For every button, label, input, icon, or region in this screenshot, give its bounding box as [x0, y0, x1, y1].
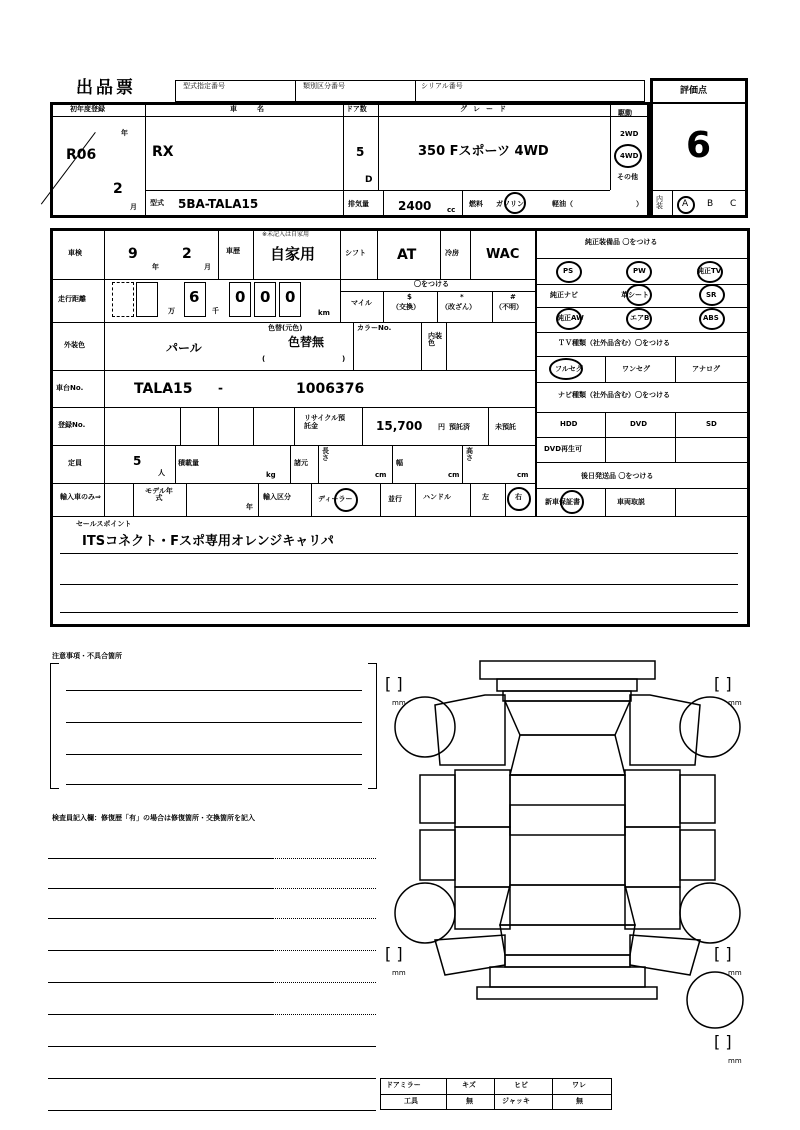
width-label: 幅	[396, 459, 403, 467]
car-name-value: RX	[152, 144, 174, 160]
inspector-label: 検査員記入欄：修復歴「有」の場合は修復箇所・交換箇所を記入	[52, 814, 255, 822]
height-unit: cm	[517, 471, 529, 479]
ac-value: WAC	[486, 247, 520, 262]
mm-bracket-rr: [ ]	[714, 944, 732, 963]
equip-ps-circle	[556, 261, 582, 283]
navi-type-title: ナビ種類（社外品含む）〇をつける	[558, 391, 670, 399]
tv-oneseg: ワンセグ	[622, 365, 650, 373]
chassis-dash: -	[218, 381, 223, 395]
equip-pw-circle	[626, 261, 652, 283]
recycle-amount: 15,700	[376, 419, 423, 433]
mm-label-fr: mm	[728, 699, 742, 707]
km-unit: km	[318, 309, 330, 317]
dims-label: 諸元	[294, 459, 308, 467]
equip-title: 純正装備品 〇をつける	[585, 238, 658, 246]
mm-bracket-spare: [ ]	[714, 1032, 732, 1051]
recycle-yen: 円	[438, 423, 445, 431]
mileage-man: 万	[168, 307, 175, 315]
interior-c: C	[730, 199, 737, 209]
equip-ps: PS	[563, 267, 574, 275]
mileage-digit-1: 0	[235, 288, 246, 306]
equip-tv-circle	[697, 261, 723, 283]
chassis-label: 車台No.	[56, 384, 84, 392]
first-reg-label: 初年度登録	[70, 105, 105, 113]
mm-label-rl: mm	[392, 969, 406, 977]
first-reg-month: 2	[113, 181, 123, 197]
drive-label: 駆動	[618, 109, 632, 117]
exterior-color-value: パール	[166, 341, 202, 355]
interior-color-label: 内装色	[428, 332, 442, 347]
equip-abs-circle	[699, 308, 725, 330]
shaken-label: 車検	[68, 249, 82, 257]
equip-airbag-circle	[626, 308, 652, 330]
mileage-exchange: （交換）	[392, 303, 420, 311]
mm-bracket-rl: [ ]	[385, 944, 403, 963]
month-kanji: 月	[130, 203, 137, 211]
reg-no-label: 登録No.	[58, 421, 86, 429]
drive-4wd: 4WD	[620, 152, 639, 160]
import-label: 輸入車のみ⇒	[60, 493, 101, 501]
equip-sr: SR	[706, 291, 717, 299]
chassis-model: TALA15	[134, 381, 193, 397]
import-kind-label: 輸入区分	[263, 493, 291, 501]
sales-point-text: ITSコネクト・Fスポ専用オレンジキャリパ	[82, 534, 334, 549]
capacity-label: 定員	[68, 459, 82, 467]
model-label: 型式	[150, 199, 164, 207]
car-name-label: 車名	[230, 105, 284, 113]
model-value: 5BA-TALA15	[178, 197, 259, 211]
equip-airbag: エアB	[630, 314, 650, 322]
mileage-unknown: （不明）	[495, 303, 523, 311]
capacity-value: 5	[133, 454, 142, 468]
drive-other: その他	[617, 173, 638, 181]
year-kanji: 年	[121, 129, 128, 137]
first-reg-year: R06	[66, 147, 97, 163]
form-title: 出品票	[76, 78, 136, 98]
car-damage-diagram	[385, 655, 750, 1075]
shift-label: シフト	[345, 249, 366, 257]
equip-aw-circle	[556, 308, 582, 330]
handle-label: ハンドル	[423, 493, 451, 501]
interior-a-circle	[677, 196, 695, 214]
fuel-paren-close: ）	[636, 200, 643, 208]
equip-navi: 純正ナビ	[550, 291, 578, 299]
d-mark: D	[365, 175, 373, 185]
legend-crack: ヒビ	[514, 1081, 528, 1089]
doors-value: 5	[356, 145, 365, 159]
recycle-unpaid: 未預託	[495, 423, 516, 431]
legend-scratch: キズ	[462, 1081, 476, 1089]
legend-jack-value: 無	[576, 1097, 583, 1105]
mm-label-fl: mm	[392, 699, 406, 707]
history-note: ※未記入は自家用	[262, 231, 310, 238]
class-code-label: 類別区分番号	[303, 82, 345, 90]
equip-tv: 純正TV	[697, 267, 722, 275]
navi-hdd: HDD	[560, 420, 578, 428]
later-manual: 車両取説	[617, 498, 645, 506]
shaken-month: 2	[182, 246, 192, 262]
later-title: 後日発送品 〇をつける	[581, 472, 654, 480]
navi-dvd-play: DVD再生可	[544, 445, 583, 453]
legend-break: ワレ	[572, 1081, 586, 1089]
interior-b: B	[707, 199, 714, 209]
mileage-tamper: （改ざん）	[441, 303, 476, 311]
height-label: 高さ	[466, 447, 473, 462]
grade-label: グレード	[460, 105, 512, 113]
mileage-digit-2: 0	[260, 288, 271, 306]
fuel-diesel: 軽油（	[552, 200, 573, 208]
mileage-label: 走行距離	[58, 295, 86, 303]
width-unit: cm	[448, 471, 460, 479]
legend-tools: 工具	[404, 1097, 418, 1105]
mm-label-spare: mm	[728, 1057, 742, 1065]
paren-right: )	[342, 355, 346, 363]
drive-4wd-circle	[614, 144, 642, 168]
exchange-symbol: $	[407, 293, 412, 301]
color-change-value: 色替無	[288, 335, 325, 349]
recycle-paid: 預託済	[449, 423, 470, 431]
colorno-label: カラーNo.	[357, 324, 392, 332]
equip-sr-circle	[699, 284, 725, 306]
fuel-circle	[504, 192, 526, 214]
legend-door-mirror: ドアミラー	[386, 1081, 421, 1089]
equip-abs: ABS	[703, 314, 719, 322]
fuel-label: 燃料	[469, 200, 483, 208]
drive-2wd: 2WD	[620, 130, 639, 138]
equip-leather: 革シート	[621, 291, 649, 299]
shaken-month-unit: 月	[204, 263, 211, 271]
equip-pw: PW	[633, 267, 646, 275]
legend-tools-value: 無	[466, 1097, 473, 1105]
displacement-label: 排気量	[348, 200, 369, 208]
equip-leather-circle	[626, 284, 652, 306]
handle-right: 右	[515, 493, 522, 501]
interior-a: A	[682, 199, 689, 209]
handle-right-circle	[507, 487, 531, 511]
exterior-color-label: 外装色	[64, 341, 85, 349]
caution-label: 注意事項・不具合箇所	[52, 652, 122, 660]
header-fields	[175, 80, 645, 102]
navi-dvd: DVD	[630, 420, 648, 428]
grade-value: 350 Fスポーツ 4WD	[418, 144, 549, 159]
paren-left: (	[262, 355, 266, 363]
model-year-label: モデル年式	[145, 487, 173, 502]
tv-fullseg: フルセグ	[555, 365, 583, 373]
mileage-mile: マイル	[351, 299, 372, 307]
import-dealer: ディーラー	[318, 495, 353, 503]
later-warranty: 新車保証書	[545, 498, 580, 506]
import-parallel: 並行	[388, 495, 402, 503]
doors-label: ドア数	[346, 105, 367, 113]
warranty-circle	[560, 490, 584, 514]
tv-type-title: ＴＶ種類（社外品含む）〇をつける	[558, 339, 670, 347]
kg-unit: kg	[266, 471, 276, 479]
capacity-unit: 人	[158, 469, 165, 477]
mm-label-rr: mm	[728, 969, 742, 977]
tv-analog: アナログ	[692, 365, 720, 373]
fuel-gasoline: ガソリン	[496, 200, 524, 208]
tv-fullseg-circle	[549, 358, 583, 380]
unknown-symbol: #	[510, 293, 516, 301]
shift-value: AT	[397, 247, 417, 263]
ac-label: 冷房	[445, 249, 459, 257]
length-unit: cm	[375, 471, 387, 479]
shaken-year-unit: 年	[152, 263, 159, 271]
type-designation-label: 型式指定番号	[183, 82, 225, 90]
sales-point-label: セールスポイント	[76, 520, 132, 528]
handle-left: 左	[482, 493, 489, 501]
mm-bracket-fl: [ ]	[385, 674, 403, 693]
recycle-label: リサイクル預託金	[304, 414, 346, 431]
mm-bracket-fr: [ ]	[714, 674, 732, 693]
color-change-label: 色替(元色)	[268, 324, 303, 332]
equip-aw: 純正AW	[557, 314, 584, 322]
displacement-value: 2400	[398, 199, 432, 213]
navi-sd: SD	[706, 420, 717, 428]
cc-unit: cc	[447, 206, 456, 214]
length-label: 長さ	[322, 447, 329, 462]
mileage-attach-note: 〇をつける	[414, 280, 449, 288]
chassis-number: 1006376	[296, 381, 365, 397]
load-label: 積載量	[178, 459, 199, 467]
serial-no-label: シリアル番号	[421, 82, 463, 90]
shaken-year: 9	[128, 246, 138, 262]
model-year-unit: 年	[246, 503, 253, 511]
history-label: 車歴	[226, 247, 240, 255]
mileage-digit-3: 0	[285, 288, 296, 306]
mileage-sen: 千	[212, 307, 219, 315]
interior-label: 内装	[656, 195, 663, 210]
legend-jack: ジャッキ	[502, 1097, 530, 1105]
dealer-circle	[334, 488, 358, 512]
history-value: 自家用	[270, 245, 316, 263]
score-value: 6	[686, 125, 712, 166]
score-label: 評価点	[680, 86, 708, 96]
mileage-digit-6: 6	[189, 288, 200, 306]
tamper-symbol: *	[460, 293, 464, 301]
